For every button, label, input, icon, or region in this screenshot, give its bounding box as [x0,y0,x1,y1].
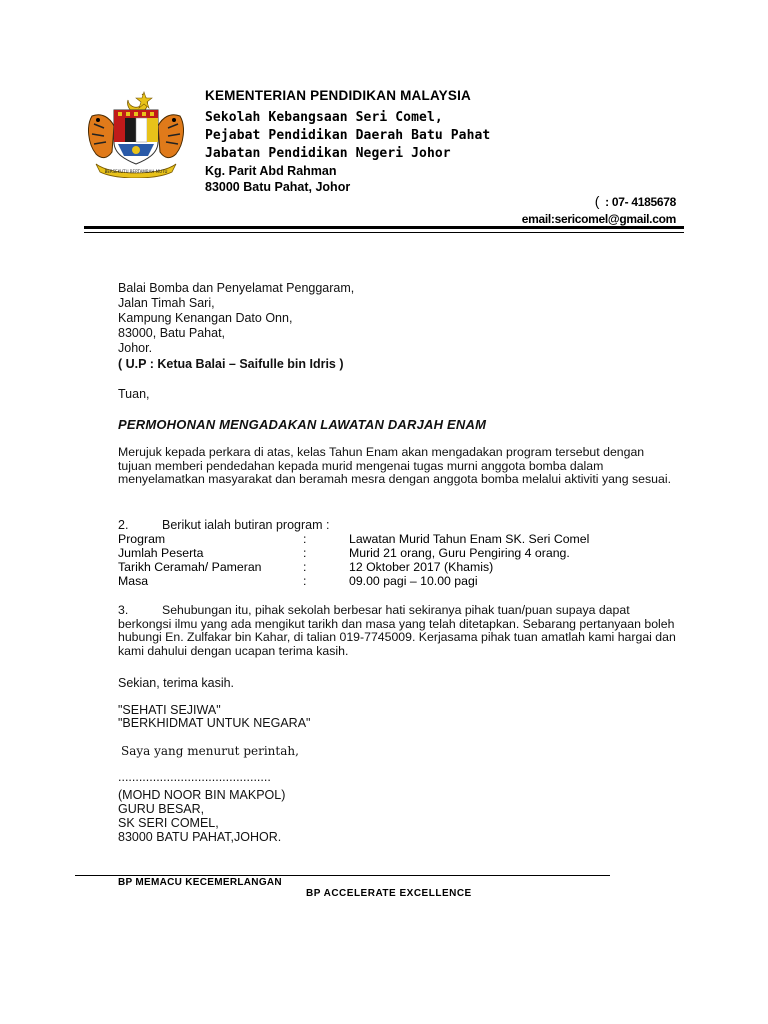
email-address: email:sericomel@gmail.com [521,212,676,226]
recipient-address [118,281,354,356]
ministry-name: KEMENTERIAN PENDIDIKAN MALAYSIA [205,88,471,103]
detail-value: Lawatan Murid Tahun Enam SK. Seri Comel [349,532,590,546]
detail-label: Tarikh Ceramah/ Pameran [118,560,262,574]
signatory-name: (MOHD NOOR BIN MAKPOL) [118,788,286,802]
signatory-school: SK SERI COMEL, [118,816,219,830]
phone-number [595,193,676,209]
svg-text:BERSEKUTU BERTAMBAH MUTU: BERSEKUTU BERTAMBAH MUTU [104,169,168,174]
letter-subject: PERMOHONAN MENGADAKAN LAWATAN DARJAH ENAM [118,417,487,432]
school-name: Sekolah Kebangsaan Seri Comel, [205,110,443,125]
detail-value: 12 Oktober 2017 (Khamis) [349,560,494,574]
letterhead-divider-thick [84,226,684,229]
detail-label: Masa [118,574,149,588]
paragraph-3 [118,604,680,658]
detail-value: Murid 21 orang, Guru Pengiring 4 orang. [349,546,570,560]
district-office: Pejabat Pendidikan Daerah Batu Pahat [205,128,491,143]
detail-value: 09.00 pagi – 10.00 pagi [349,574,478,588]
paragraph-2-text: Berikut ialah butiran program : [162,518,330,532]
signature-dots: ............................................ [118,770,271,784]
paragraph-number: 3. [118,603,129,617]
closing-line: Sekian, terima kasih. [118,676,235,690]
detail-colon: : [303,574,307,588]
detail-colon: : [303,546,307,560]
school-address-line1: Kg. Parit Abd Rahman [205,164,337,178]
motto-line-2: "BERKHIDMAT UNTUK NEGARA" [118,716,311,730]
detail-label: Program [118,532,166,546]
signatory-title: GURU BESAR, [118,802,205,816]
recipient-line: 83000, Batu Pahat, [118,326,226,340]
paragraph-number: 2. [118,518,129,532]
detail-colon: : [303,532,307,546]
recipient-line: Balai Bomba dan Penyelamat Penggaram, [118,281,355,295]
salutation: Tuan, [118,387,150,401]
phone-icon: ( [594,193,600,209]
paragraph-3-text: Sehubungan itu, pihak sekolah berbesar hati sekiranya pihak tuan/puan supaya dapat berkongsi ilmu yang ada mengikut tarikh dan masa yang telah ditetapkan. Sebarang pertanyaan boleh hubungi En. Zulfakar bin Kahar, di talian 019-7745009. Kerjasama pihak tuan amatlah kami hargai dan kami dahului dengan ucapan terima kasih. [118,603,676,658]
footer-divider [75,875,610,876]
footer-slogan-english: BP ACCELERATE EXCELLENCE [306,888,472,899]
detail-label: Jumlah Peserta [118,546,204,560]
attention-line: ( U.P : Ketua Balai – Saifulle bin Idris ) [118,357,344,371]
recipient-line: Johor. [118,341,153,355]
footer-slogan-malay: BP MEMACU KECEMERLANGAN [118,877,282,888]
phone-value: : 07- 4185678 [605,195,676,209]
motto-line-1: "SEHATI SEJIWA" [118,703,221,717]
signature-block [118,788,285,844]
letterhead-divider-thin [84,232,684,233]
signatory-address: 83000 BATU PAHAT,JOHOR. [118,830,282,844]
signoff-line: Saya yang menurut perintah, [121,744,299,758]
recipient-line: Jalan Timah Sari, [118,296,215,310]
paragraph-1: Merujuk kepada perkara di atas, kelas Tahun Enam akan mengadakan program tersebut dengan tujuan memberi pendedahan kepada murid mengenai tugas murni anggota bomba dalam menyelamatkan masyarakat dan beramah mesra dengan anggota bomba melalui aktiviti yang sesuai. [118,445,671,486]
state-department: Jabatan Pendidikan Negeri Johor [205,146,451,161]
detail-colon: : [303,560,307,574]
coat-of-arms-icon [82,86,190,178]
school-address-line2: 83000 Batu Pahat, Johor [205,180,351,194]
recipient-line: Kampung Kenangan Dato Onn, [118,311,293,325]
paragraph-2-intro [118,518,329,533]
